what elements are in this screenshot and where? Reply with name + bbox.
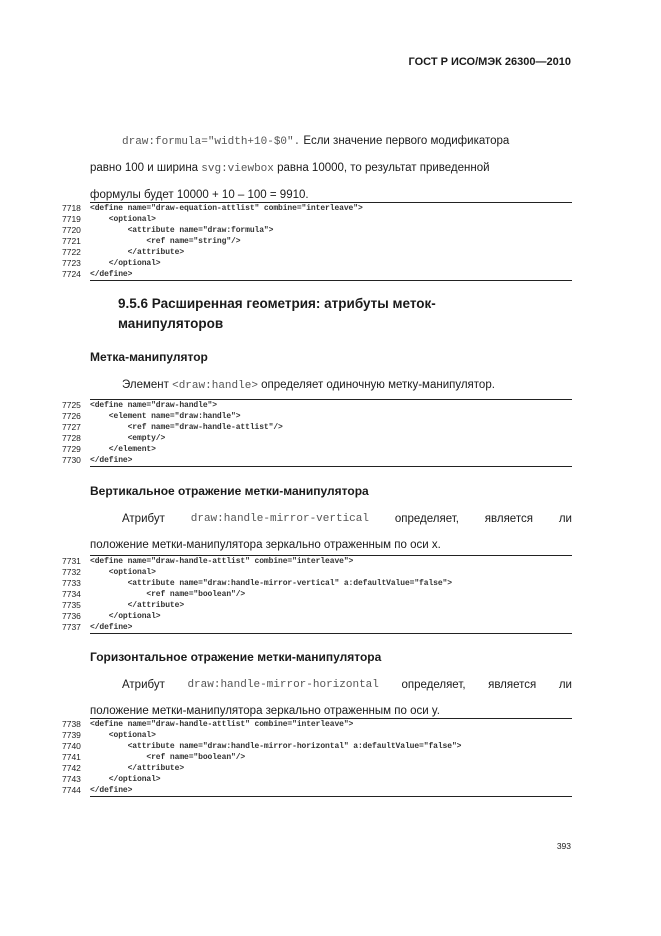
code-text: <element name="draw:handle"> (90, 412, 241, 421)
code-text: <ref name="string"/> (90, 237, 241, 246)
code-text: <define name="draw-handle-attlist" combine="interleave"> (90, 720, 354, 729)
code-line (62, 203, 572, 214)
code-line (62, 567, 572, 578)
line-number: 7733 (62, 578, 81, 588)
line-number: 7739 (62, 730, 81, 740)
code-text: <optional> (90, 568, 156, 577)
line-number: 7729 (62, 444, 81, 454)
code-rule-bottom (90, 633, 572, 634)
handle-paragraph: Элемент <draw:handle> определяет одиночную метку-манипулятор. (122, 379, 495, 392)
code-line (62, 741, 572, 752)
line-number: 7724 (62, 269, 81, 279)
code-line (62, 225, 572, 236)
line-number: 7735 (62, 600, 81, 610)
code-line (62, 774, 572, 785)
line-number: 7731 (62, 556, 81, 566)
code-rule-bottom (90, 280, 572, 281)
intro-line-3: формулы будет 10000 + 10 – 100 = 9910. (90, 189, 309, 201)
code-text: </attribute> (90, 248, 185, 257)
code-text: <ref name="boolean"/> (90, 753, 246, 762)
code-text: <empty/> (90, 434, 166, 443)
code-text: </define> (90, 270, 133, 279)
code-listing-2 (62, 399, 572, 467)
code-line (62, 444, 572, 455)
code-text: </define> (90, 623, 133, 632)
line-number: 7727 (62, 422, 81, 432)
code-line (62, 400, 572, 411)
code-line (62, 622, 572, 633)
code-rule-bottom (90, 796, 572, 797)
document-header: ГОСТ Р ИСО/МЭК 26300—2010 (408, 56, 571, 68)
line-number: 7742 (62, 763, 81, 773)
code-line (62, 600, 572, 611)
code-text: </element> (90, 445, 156, 454)
code-line (62, 258, 572, 269)
code-listing-1 (62, 202, 572, 281)
line-number: 7743 (62, 774, 81, 784)
line-number: 7718 (62, 203, 81, 213)
code-text: <ref name="draw-handle-attlist"/> (90, 423, 283, 432)
vertical-paragraph: Атрибут draw:handle-mirror-vertical определяет, является ли положение метки-манипулятора зеркально отраженным по оси x. (90, 506, 572, 558)
line-number: 7738 (62, 719, 81, 729)
code-text: </define> (90, 786, 133, 795)
intro-paragraph (90, 128, 572, 208)
code-line (62, 269, 572, 280)
code-text: </optional> (90, 775, 161, 784)
code-text: </attribute> (90, 601, 185, 610)
code-text: <define name="draw-handle-attlist" combine="interleave"> (90, 557, 354, 566)
subheading-horizontal: Горизонтальное отражение метки-манипулятора (90, 650, 382, 664)
code-line (62, 411, 572, 422)
mirror-vertical-code: draw:handle-mirror-vertical (190, 513, 369, 525)
line-number: 7728 (62, 433, 81, 443)
code-line (62, 578, 572, 589)
code-text: <ref name="boolean"/> (90, 590, 246, 599)
line-number: 7740 (62, 741, 81, 751)
code-text: <attribute name="draw:handle-mirror-horizontal" a:defaultValue="false"> (90, 742, 462, 751)
formula-code: draw:formula="width+10-$0". (122, 136, 301, 148)
code-text: <attribute name="draw:handle-mirror-vertical" a:defaultValue="false"> (90, 579, 452, 588)
code-text: </optional> (90, 259, 161, 268)
line-number: 7737 (62, 622, 81, 632)
subheading-vertical: Вертикальное отражение метки-манипулятора (90, 484, 369, 498)
code-text: <attribute name="draw:formula"> (90, 226, 274, 235)
code-text: <optional> (90, 731, 156, 740)
intro-line-2: равно 100 и ширина svg:viewbox равна 10000, то результат приведенной (90, 162, 490, 175)
handle-element-code: <draw:handle> (172, 380, 258, 392)
code-text: <optional> (90, 215, 156, 224)
code-line (62, 214, 572, 225)
mirror-horizontal-code: draw:handle-mirror-horizontal (187, 679, 379, 691)
line-number: 7730 (62, 455, 81, 465)
code-text: </optional> (90, 612, 161, 621)
line-number: 7722 (62, 247, 81, 257)
code-line (62, 422, 572, 433)
section-heading: 9.5.6 Расширенная геометрия: атрибуты меток-манипуляторов (118, 296, 436, 331)
code-line (62, 589, 572, 600)
line-number: 7732 (62, 567, 81, 577)
horizontal-paragraph: Атрибут draw:handle-mirror-horizontal определяет, является ли положение метки-манипулятора зеркально отраженным по оси y. (90, 672, 572, 724)
intro-line-1-text: Если значение первого модификатора (300, 135, 510, 147)
intro-line-1 (90, 128, 572, 155)
page-number: 393 (556, 841, 571, 851)
code-text: </define> (90, 456, 133, 465)
code-line (62, 556, 572, 567)
code-line (62, 455, 572, 466)
code-text: </attribute> (90, 764, 185, 773)
code-line (62, 730, 572, 741)
line-number: 7723 (62, 258, 81, 268)
line-number: 7734 (62, 589, 81, 599)
line-number: 7719 (62, 214, 81, 224)
subheading-handle: Метка-манипулятор (90, 350, 208, 364)
code-line (62, 433, 572, 444)
code-line (62, 785, 572, 796)
code-text: <define name="draw-equation-attlist" combine="interleave"> (90, 204, 363, 213)
code-rule-bottom (90, 466, 572, 467)
line-number: 7726 (62, 411, 81, 421)
code-listing-4 (62, 718, 572, 797)
line-number: 7736 (62, 611, 81, 621)
code-line (62, 611, 572, 622)
line-number: 7744 (62, 785, 81, 795)
code-line (62, 247, 572, 258)
code-line (62, 236, 572, 247)
line-number: 7725 (62, 400, 81, 410)
code-line (62, 763, 572, 774)
code-line (62, 752, 572, 763)
line-number: 7720 (62, 225, 81, 235)
line-number: 7721 (62, 236, 81, 246)
line-number: 7741 (62, 752, 81, 762)
code-listing-3 (62, 555, 572, 634)
viewbox-code: svg:viewbox (201, 163, 274, 175)
code-text: <define name="draw-handle"> (90, 401, 217, 410)
code-line (62, 719, 572, 730)
